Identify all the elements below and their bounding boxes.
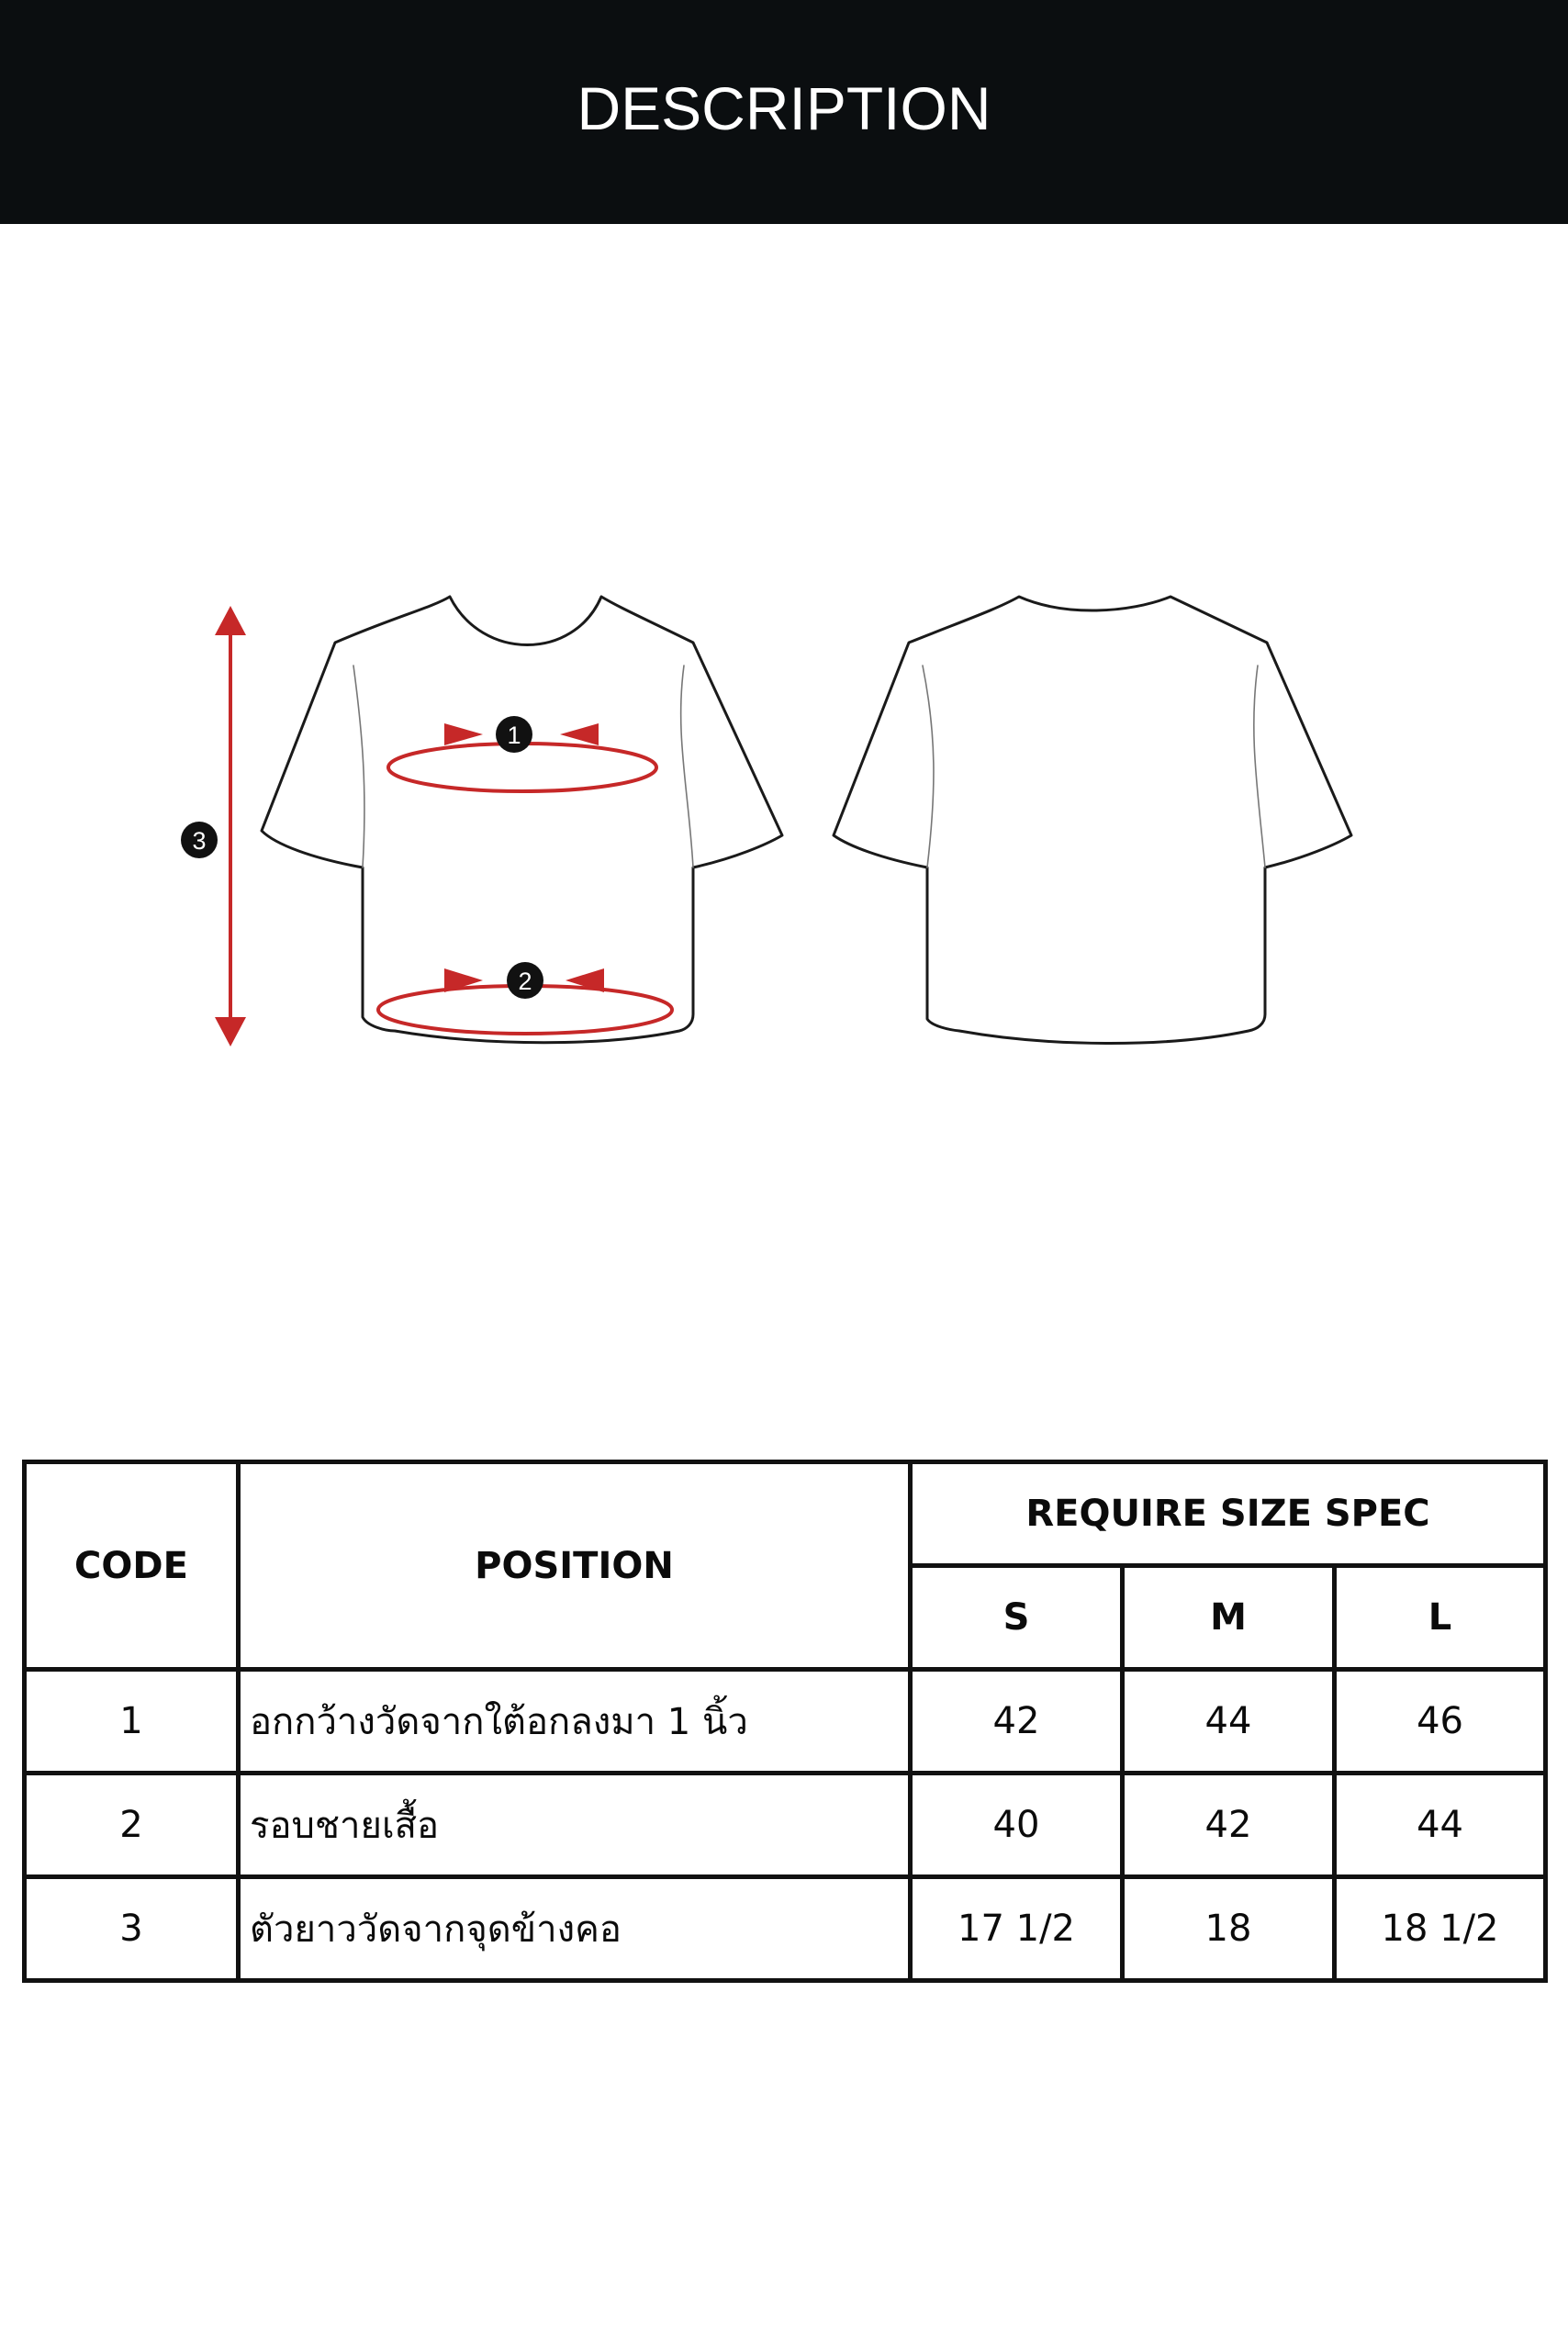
chest-arrow-right	[560, 723, 599, 745]
row-code: 2	[25, 1774, 239, 1877]
row-position: รอบชายเสื้อ	[239, 1774, 911, 1877]
row-code: 3	[25, 1877, 239, 1981]
row-value-m: 18	[1123, 1877, 1335, 1981]
row-value-s: 42	[911, 1670, 1123, 1774]
marker-1-label: 1	[507, 722, 521, 749]
size-header-s: S	[911, 1566, 1123, 1670]
table-row	[25, 1877, 1546, 1981]
spec-header: REQUIRE SIZE SPEC	[911, 1462, 1546, 1566]
position-header: POSITION	[239, 1462, 911, 1670]
size-header-l: L	[1335, 1566, 1546, 1670]
header-bar	[0, 0, 1568, 224]
page-title: DESCRIPTION	[577, 74, 991, 142]
row-value-l: 18 1/2	[1335, 1877, 1546, 1981]
table-header-row	[25, 1462, 1546, 1566]
marker-2-label: 2	[518, 968, 532, 995]
back-shirt-outline	[834, 597, 1351, 1044]
chest-arrow-left	[444, 723, 483, 745]
row-value-s: 17 1/2	[911, 1877, 1123, 1981]
size-spec-table	[22, 1460, 1548, 1983]
table-row	[25, 1774, 1546, 1877]
table-row	[25, 1670, 1546, 1774]
size-header-m: M	[1123, 1566, 1335, 1670]
row-code: 1	[25, 1670, 239, 1774]
row-value-m: 42	[1123, 1774, 1335, 1877]
row-position: ตัวยาววัดจากจุดข้างคอ	[239, 1877, 911, 1981]
garment-diagram	[0, 551, 1568, 1102]
row-value-l: 44	[1335, 1774, 1546, 1877]
marker-3-label: 3	[192, 827, 207, 855]
code-header: CODE	[25, 1462, 239, 1670]
row-value-m: 44	[1123, 1670, 1335, 1774]
row-position: อกกว้างวัดจากใต้อกลงมา 1 นิ้ว	[239, 1670, 911, 1774]
length-arrow-bottom	[215, 1017, 246, 1046]
length-arrow-top	[215, 606, 246, 635]
row-value-l: 46	[1335, 1670, 1546, 1774]
row-value-s: 40	[911, 1774, 1123, 1877]
